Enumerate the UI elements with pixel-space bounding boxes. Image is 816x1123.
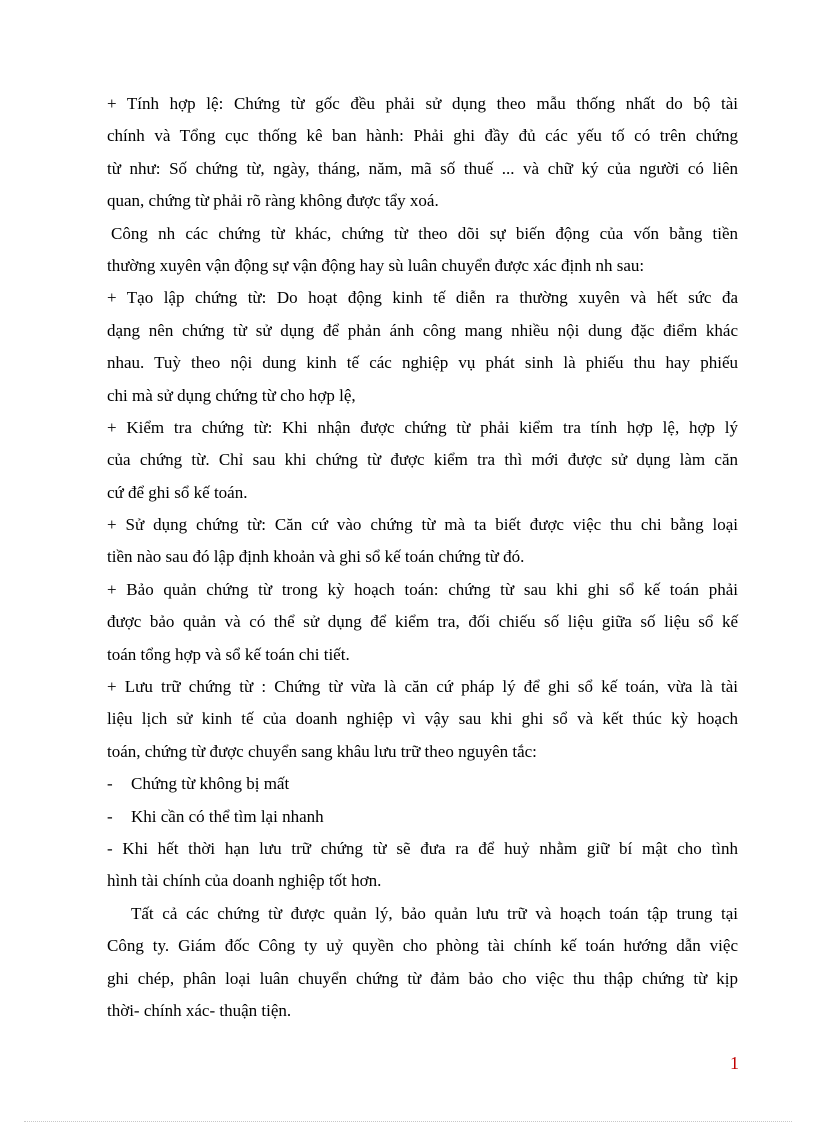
text-line: thời- chính xác- thuận tiện. bbox=[107, 1000, 292, 1020]
page-number: 1 bbox=[730, 1053, 739, 1073]
text-line: ghi chép, phân loại luân chuyển chứng từ đảm bảo cho việc thu thập chứng từ kịp bbox=[107, 968, 738, 988]
list-item bbox=[107, 768, 738, 800]
text-line: của chứng từ. Chỉ sau khi chứng từ được kiểm tra thì mới được sử dụng làm căn bbox=[107, 450, 738, 470]
text-line: dạng nên chứng từ sử dụng để phản ánh công mang nhiều nội dung đặc điểm khác bbox=[107, 320, 738, 340]
text-line: + Lưu trữ chứng từ : Chứng từ vừa là căn cứ pháp lý để ghi sổ kế toán, vừa là tài bbox=[107, 677, 738, 697]
text-line: được bảo quản và có thể sử dụng để kiểm tra, đối chiếu số liệu giữa số liệu sổ kế bbox=[107, 612, 738, 632]
text-line: + Sử dụng chứng từ: Căn cứ vào chứng từ mà ta biết được việc thu chi bằng loại bbox=[107, 515, 738, 535]
page-divider bbox=[24, 1121, 792, 1122]
text-line: từ như: Số chứng từ, ngày, tháng, năm, mã số thuế ... và chữ ký của người có liên bbox=[107, 158, 738, 178]
bullet-dash: - bbox=[107, 806, 113, 826]
text-line: + Kiểm tra chứng từ: Khi nhận được chứng từ phải kiểm tra tính hợp lệ, hợp lý bbox=[107, 417, 738, 437]
list-item-text: Khi cần có thể tìm lại nhanh bbox=[131, 806, 324, 826]
text-line: liệu lịch sử kinh tế của doanh nghiệp vì vậy sau khi ghi sổ và kết thúc kỳ hoạch bbox=[107, 709, 738, 729]
text-line: chính và Tổng cục thống kê ban hành: Phải ghi đầy đủ các yếu tố có trên chứng bbox=[107, 126, 738, 146]
list-item bbox=[107, 801, 738, 833]
text-line: tiền nào sau đó lập định khoản và ghi sổ kế toán chứng từ đó. bbox=[107, 547, 525, 567]
text-line: Tất cả các chứng từ được quản lý, bảo quản lưu trữ và hoạch toán tập trung tại bbox=[131, 903, 738, 923]
text-line: + Bảo quản chứng từ trong kỳ hoạch toán: chứng từ sau khi ghi sổ kế toán phải bbox=[107, 579, 738, 599]
text-line: thường xuyên vận động sự vận động hay sù luân chuyển được xác định nh sau: bbox=[107, 255, 645, 275]
document-body bbox=[107, 88, 738, 1027]
text-line: - Khi hết thời hạn lưu trữ chứng từ sẽ đưa ra để huỷ nhằm giữ bí mật cho tình bbox=[107, 838, 738, 858]
text-line: cứ để ghi sổ kế toán. bbox=[107, 482, 248, 502]
text-line: toán tổng hợp và sổ kế toán chi tiết. bbox=[107, 644, 350, 664]
text-line: nhau. Tuỳ theo nội dung kinh tế các nghiệp vụ phát sinh là phiếu thu hay phiếu bbox=[107, 353, 738, 373]
text-line: Công ty. Giám đốc Công ty uỷ quyền cho phòng tài chính kế toán hướng dẫn việc bbox=[107, 936, 738, 956]
text-line: + Tính hợp lệ: Chứng từ gốc đều phải sử dụng theo mẫu thống nhất do bộ tài bbox=[107, 94, 738, 113]
text-line: chi mà sử dụng chứng từ cho hợp lệ, bbox=[107, 385, 356, 405]
text-line: + Tạo lập chứng từ: Do hoạt động kinh tế diễn ra thường xuyên và hết sức đa bbox=[107, 288, 738, 308]
bullet-dash: - bbox=[107, 774, 113, 794]
text-line: Công nh các chứng từ khác, chứng từ theo dõi sự biến động của vốn bằng tiền bbox=[111, 223, 738, 243]
list-item-text: Chứng từ không bị mất bbox=[131, 774, 290, 794]
text-line: hình tài chính của doanh nghiệp tốt hơn. bbox=[107, 871, 382, 891]
text-line: quan, chứng từ phải rõ ràng không được tẩy xoá. bbox=[107, 191, 439, 211]
text-line: toán, chứng từ được chuyển sang khâu lưu trữ theo nguyên tắc: bbox=[107, 741, 537, 761]
